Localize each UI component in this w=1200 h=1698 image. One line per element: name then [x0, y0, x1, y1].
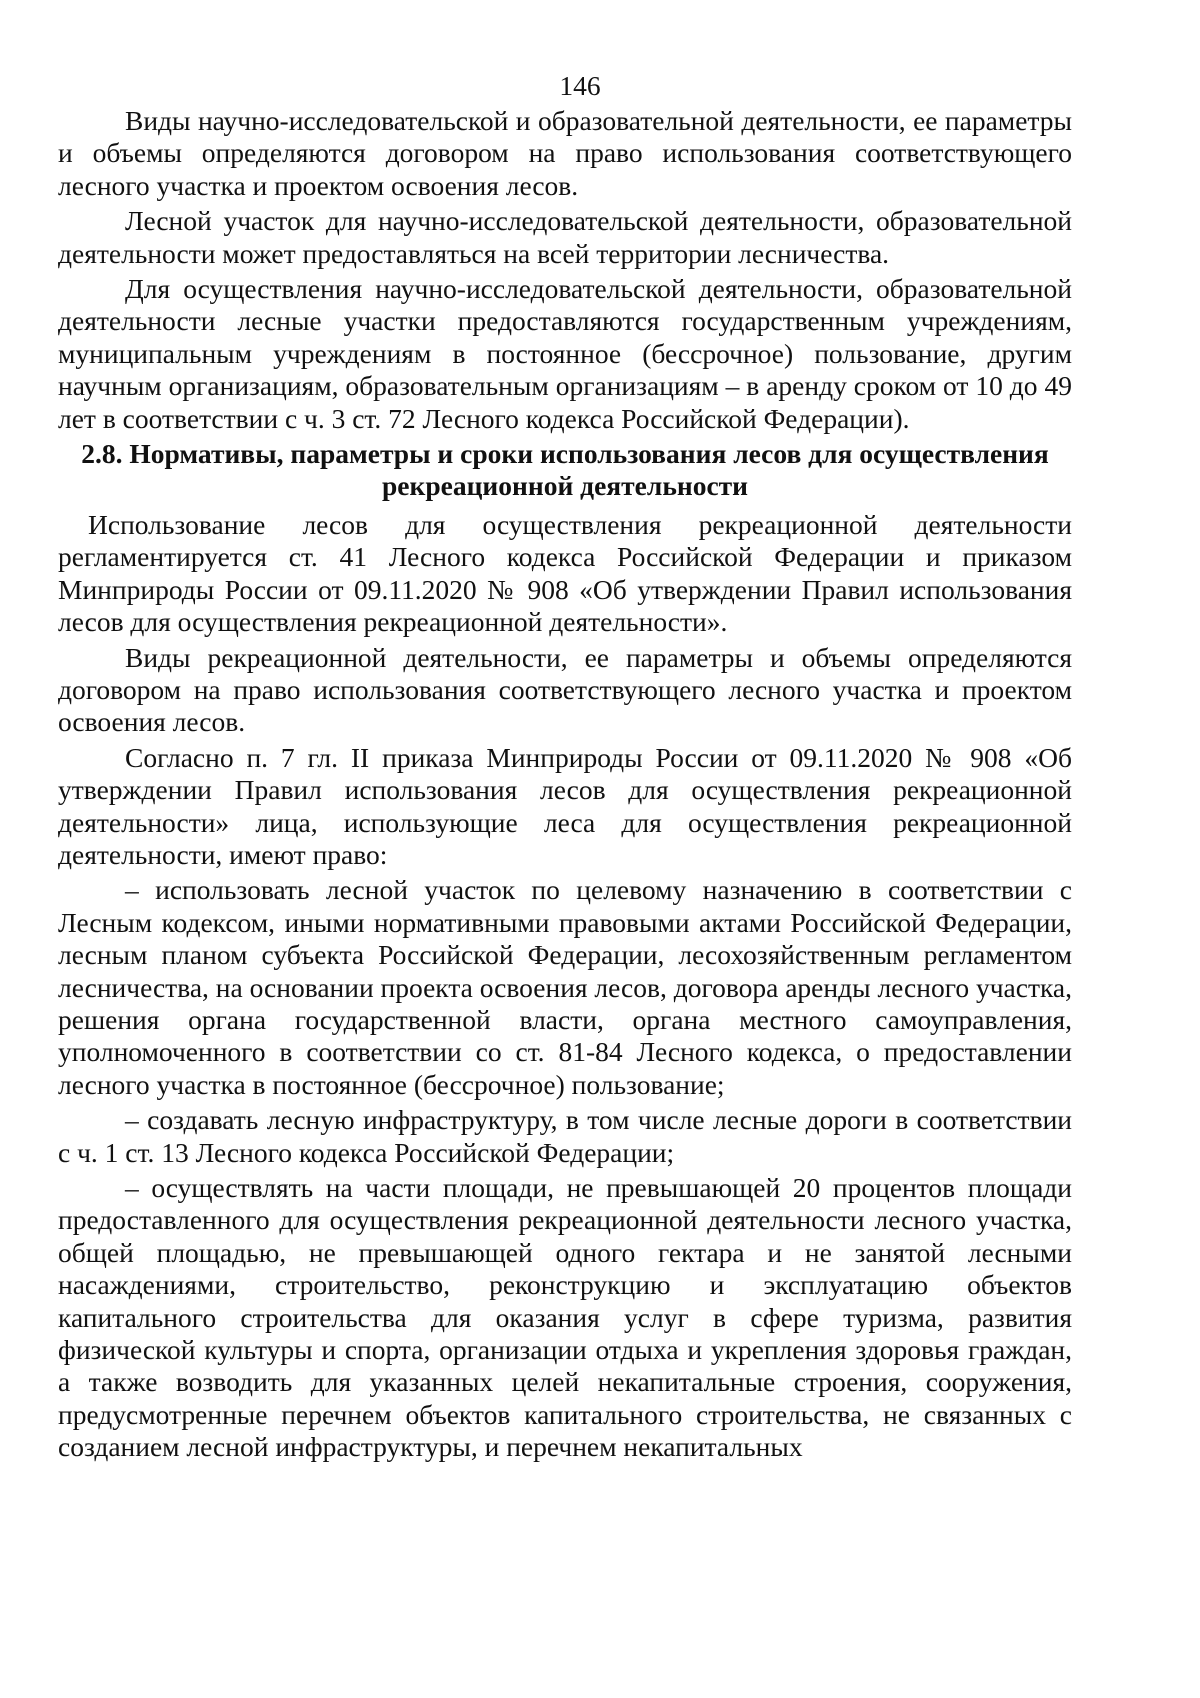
list-item-use-plot: – использовать лесной участок по целевому назначению в соответствии с Лесным кодексом, иными нормативными правовыми актами Российской Федерации, лесным планом субъекта Российской Федерации, лесохозяйственным регламентом лесничества, на основании проекта освоения лесов, договора аренды лесного участка, решения органа государственной власти, органа местного самоуправления, уполномоченного в соответствии со ст. 81-84 Лесного кодекса, о предоставлении лесного участка в постоянное (бессрочное) пользование;	[58, 874, 1072, 1100]
section-heading: 2.8. Нормативы, параметры и сроки использования лесов для осуществления рекреационной деятельности	[81, 438, 1049, 502]
paragraph-research-plot: Лесной участок для научно-исследовательской деятельности, образовательной деятельности может предоставляться на всей территории лесничества.	[58, 205, 1072, 269]
paragraph-recreation-types: Виды рекреационной деятельности, ее параметры и объемы определяются договором на право использования соответствующего лесного участка и проектом освоения лесов.	[58, 641, 1072, 738]
paragraph-research-types: Виды научно-исследовательской и образовательной деятельности, ее параметры и объемы определяются договором на право использования соответствующего лесного участка и проектом освоения лесов.	[58, 105, 1072, 201]
page-number: 146	[559, 70, 601, 101]
list-item-infrastructure: – создавать лесную инфраструктуру, в том числе лесные дороги в соответствии с ч. 1 ст. 13 Лесного кодекса Российской Федерации;	[58, 1104, 1072, 1168]
paragraph-recreation-regulation: Использование лесов для осуществления рекреационной деятельности регламентируется ст. 41 Лесного кодекса Российской Федерации и приказом Минприроды России от 09.11.2020 № 908 «Об утверждении Правил использования лесов для осуществления рекреационной деятельности».	[58, 508, 1072, 638]
list-item-construction: – осуществлять на части площади, не превышающей 20 процентов площади предоставленного для осуществления рекреационной деятельности лесного участка, общей площадью, не превышающей одного гектара и не занятой лесными насаждениями, строительство, реконструкцию и эксплуатацию объектов капитального строительства для оказания услуг в сфере туризма, развития физической культуры и спорта, организации отдыха и укрепления здоровья граждан, а также возводить для указанных целей некапитальные строения, сооружения, предусмотренные перечнем объектов капитального строительства, не связанных с созданием лесной инфраструктуры, и перечнем некапитальных	[58, 1172, 1072, 1463]
paragraph-research-provision: Для осуществления научно-исследовательской деятельности, образовательной деятельности лесные участки предоставляются государственным учреждениям, муниципальным учреждениям в постоянное (бессрочное) пользование, другим научным организациям, образовательным организациям – в аренду сроком от 10 до 49 лет в соответствии с ч. 3 ст. 72 Лесного кодекса Российской Федерации).	[58, 273, 1072, 434]
paragraph-recreation-rights-intro: Согласно п. 7 гл. II приказа Минприроды России от 09.11.2020 № 908 «Об утверждении Правил использования лесов для осуществления рекреационной деятельности» лица, использующие леса для осуществления рекреационной деятельности, имеют право:	[58, 741, 1072, 870]
